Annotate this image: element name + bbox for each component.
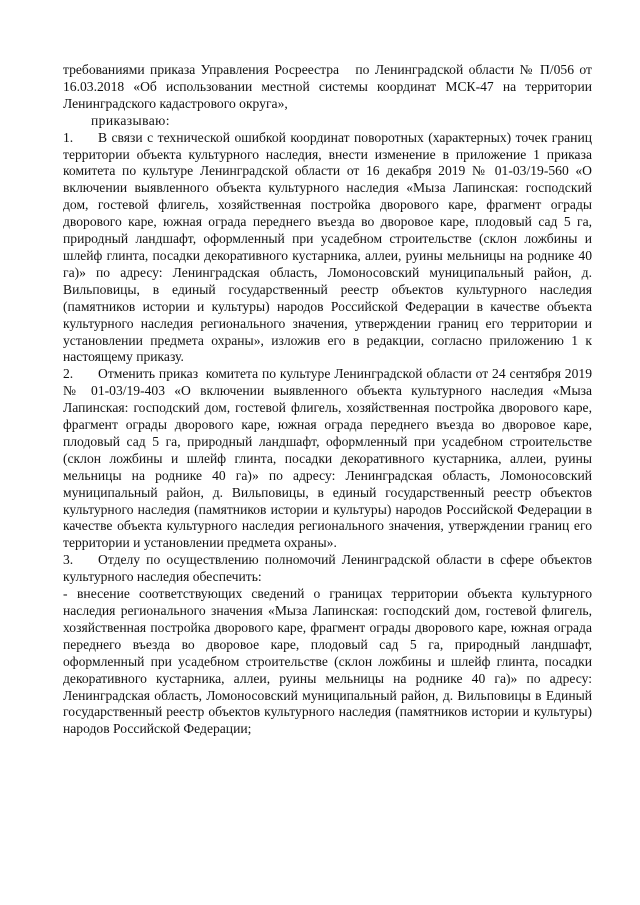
list-item-text: В связи с технической ошибкой координат поворотных (характерных) точек границ территории объекта культурного наследия, внести изменение в приложение 1 приказа комитета по культуре Ленинградской области от 16 декабря 2019 № 01-03/19-560 «О включении выявленного объекта культурного наследия «Мыза Лапинская: господский дом, гостевой флигель, хозяйственная постройка дворового каре, фрагмент ограды дворового каре, южная ограда переднего въезда во дворовое каре, плодовый сад 5 га, природный ландшафт, оформленный при усадебном строительстве (склон ложбины и шлейф глинта, посадки декоративного кустарника, аллеи, руины мельницы на роднике 40 га)» по адресу: Ленинградская область, Ломоносовский муниципальный район, д. Вильповицы, в единый государственный реестр объектов культурного наследия (памятников истории и культуры) народов Российской Федерации в качестве объекта культурного наследия регионального значения, утверждении границ его территории и установлении предмета охраны», изложив его в редакции, согласно приложению 1 к настоящему приказу.	[63, 129, 596, 365]
list-item-text: Отменить приказ комитета по культуре Ленинградской области от 24 сентября 2019 № 01-03/19-403 «О включении выявленного объекта культурного наследия «Мыза Лапинская: господский дом, гостевой флигель, хозяйственная постройка дворового каре, фрагмент ограды дворового каре, южная ограда переднего въезда во дворовое каре, плодовый сад 5 га, природный ландшафт, оформленный при усадебном строительстве (склон ложбины и шлейф глинта, посадки декоративного кустарника, аллеи, руины мельницы на роднике 40 га)» по адресу: Ленинградская область, Ломоносовский муниципальный район, д. Вильповицы, в единый государственный реестр объектов культурного наследия (памятников истории и культуры) народов Российской Федерации в качестве объекта культурного наследия регионального значения, утверждении границ его территории и установлении предмета охраны».	[63, 366, 596, 551]
bullet-mark: -	[63, 586, 68, 602]
list-item-number: 3.	[63, 552, 74, 568]
bullet-item	[63, 586, 596, 738]
bullet-text: внесение соответствующих сведений о границах территории объекта культурного наследия регионального значения «Мыза Лапинская: господский дом, гостевой флигель, хозяйственная постройка дворового каре, фрагмент ограды дворового каре, южная ограда переднего въезда во дворовое каре, плодовый сад 5 га, природный ландшафт, оформленный при усадебном строительстве (склон ложбины и шлейф глинта, посадки декоративного кустарника, аллеи, руины мельницы на роднике 40 га)» по адресу: Ленинградская область, Ломоносовский муниципальный район, д. Вильповицы в Единый государственный реестр объектов культурного наследия (памятников истории и культуры) народов Российской Федерации;	[63, 586, 596, 737]
list-item-2	[63, 366, 596, 552]
list-item-text: Отделу по осуществлению полномочий Ленинградской области в сфере объектов культурного наследия обеспечить:	[63, 552, 596, 585]
list-item-number: 2.	[63, 366, 74, 382]
order-word: приказываю:	[91, 112, 170, 128]
list-item-3	[63, 552, 596, 586]
list-item-1	[63, 129, 596, 367]
intro-paragraph: требованиями приказа Управления Росреестра по Ленинградской области № П/056 от 16.03.2018 «Об использовании местной системы координат МСК-47 на территории Ленинградского кадастрового округа»,	[63, 62, 596, 111]
list-item-number: 1.	[63, 129, 74, 145]
document-page	[63, 62, 596, 738]
